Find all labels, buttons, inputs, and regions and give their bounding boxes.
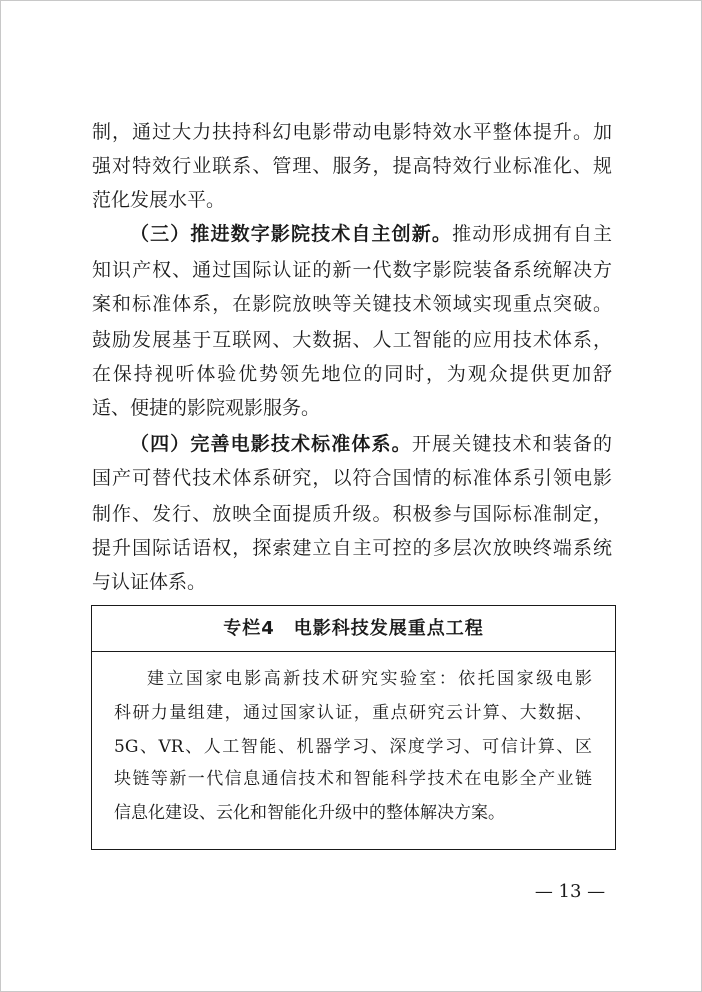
paragraph-line: 制作、发行、放映全面提质升级。积极参与国际标准制定， [92,503,612,525]
box-text-line: 5G、VR、人工智能、机器学习、深度学习、可信计算、区 [114,737,592,757]
box-text-line: 科研力量组建，通过国家认证，重点研究云计算、大数据、 [114,703,592,723]
page-number: — 13 — [534,881,606,902]
paragraph-line: 国产可替代技术体系研究，以符合国情的标准体系引领电影 [92,467,612,489]
paragraph-line: 适、便捷的影院观影服务。 [92,397,321,419]
paragraph-first-line [130,220,612,248]
box-text-line: 信息化建设、云化和智能化升级中的整体解决方案。 [114,803,505,823]
paragraph-text: 开展关键技术和装备的 [411,433,612,455]
paragraph-line: 在保持视听体验优势领先地位的同时，为观众提供更加舒 [92,363,612,385]
paragraph-line: 案和标准体系，在影院放映等关键技术领域实现重点突破。 [92,293,612,315]
paragraph-line: 提升国际话语权，探索建立自主可控的多层次放映终端系统 [92,537,612,559]
paragraph-line: 范化发展水平。 [92,189,226,211]
section-heading: （三）推进数字影院技术自主创新。 [130,223,453,245]
feature-box [91,605,616,850]
feature-box-title: 专栏4 电影科技发展重点工程 [92,606,615,652]
paragraph-line: 知识产权、通过国际认证的新一代数字影院装备系统解决方 [92,259,612,281]
paragraph-first-line [130,430,612,458]
section-heading: （四）完善电影技术标准体系。 [130,433,412,455]
paragraph-line: 强对特效行业联系、管理、服务，提高特效行业标准化、规 [92,155,612,177]
box-text-line: 块链等新一代信息通信技术和智能科学技术在电影全产业链 [114,769,592,789]
paragraph-line: 与认证体系。 [92,571,207,593]
paragraph-line: 鼓励发展基于互联网、大数据、人工智能的应用技术体系， [92,329,612,351]
paragraph-text: 推动形成拥有自主 [452,223,612,245]
box-text-line: 建立国家电影高新技术研究实验室：依托国家级电影 [147,669,592,689]
paragraph-line: 制，通过大力扶持科幻电影带动电影特效水平整体提升。加 [92,121,612,143]
